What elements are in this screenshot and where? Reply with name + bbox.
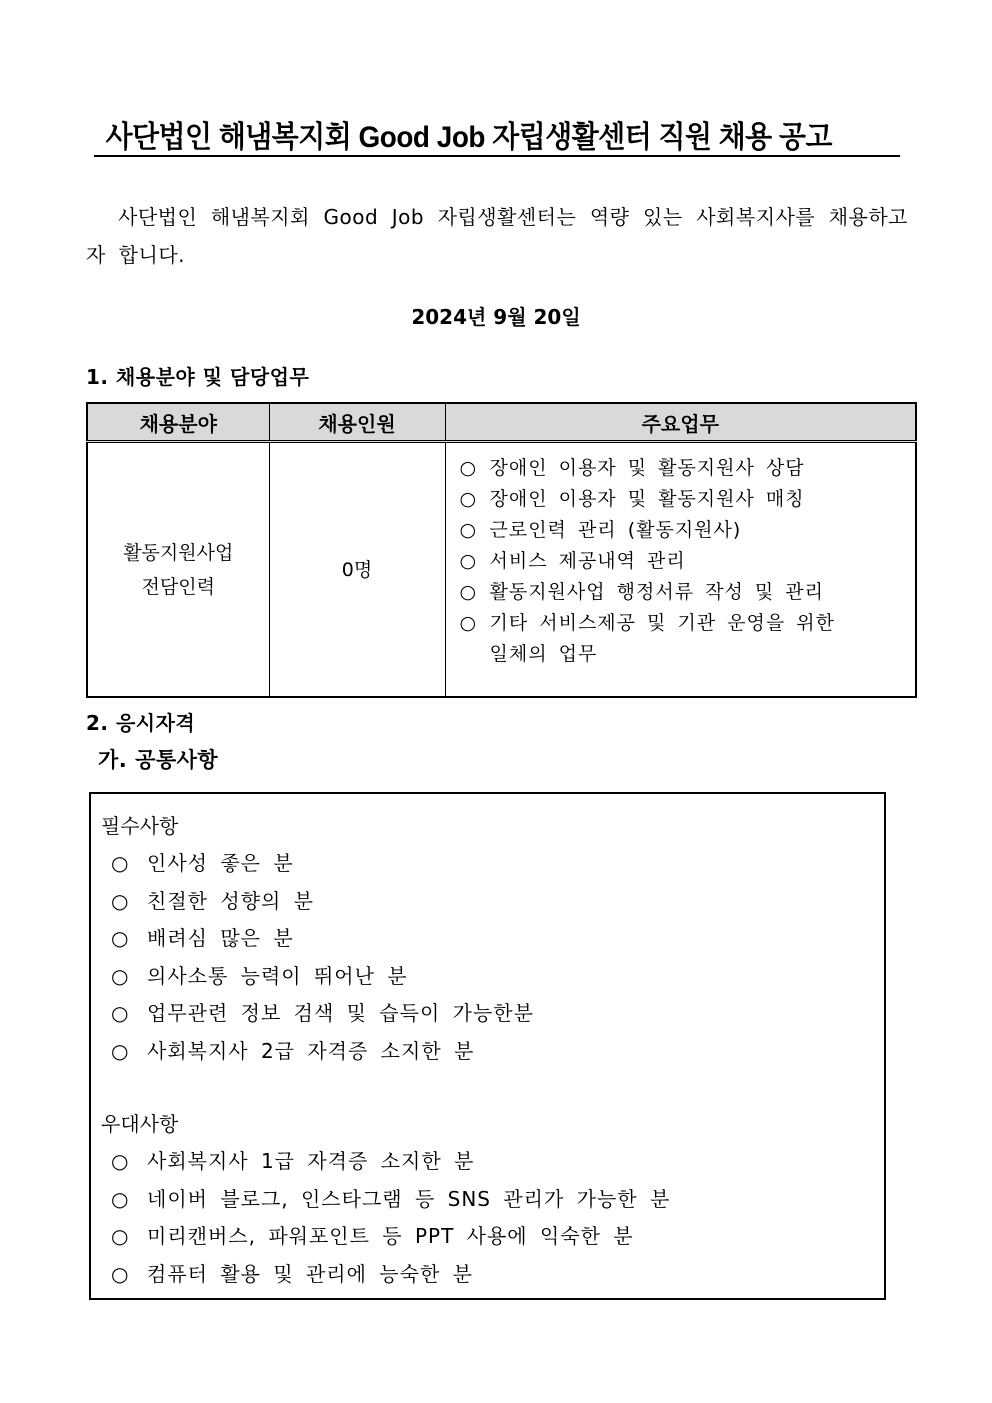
field-line-1: 활동지원사업 bbox=[123, 541, 234, 564]
circle-bullet-icon: ○ bbox=[111, 1149, 130, 1173]
table-header-row bbox=[87, 403, 916, 442]
duty-item: ○ 기타 서비스제공 및 기관 운영을 위한 bbox=[460, 608, 916, 639]
job-table bbox=[86, 402, 917, 698]
circle-bullet-icon: ○ bbox=[111, 888, 130, 913]
circle-bullet-icon: ○ bbox=[459, 457, 478, 479]
cell-duties bbox=[445, 442, 916, 698]
circle-bullet-icon: ○ bbox=[459, 612, 478, 634]
circle-bullet-icon: ○ bbox=[111, 1038, 130, 1063]
header-field: 채용분야 bbox=[87, 403, 269, 442]
preferred-item: ○ 네이버 블로그, 인스타그램 등 SNS 관리가 가능한 분 bbox=[101, 1181, 874, 1219]
document-title: 사단법인 해냄복지회 Good Job 자립생활센터 직원 채용 공고 bbox=[105, 121, 832, 154]
duty-item: ○ 장애인 이용자 및 활동지원사 매칭 bbox=[460, 484, 916, 515]
duty-item: ○ 서비스 제공내역 관리 bbox=[460, 546, 916, 577]
required-item: ○ 배려심 많은 분 bbox=[101, 920, 874, 958]
field-line-2: 전담인력 bbox=[141, 575, 215, 598]
circle-bullet-icon: ○ bbox=[111, 926, 130, 950]
duty-item: ○ 근로인력 관리 (활동지원사) bbox=[460, 515, 916, 546]
section-2a-subheading: 가. 공통사항 bbox=[98, 748, 219, 772]
circle-bullet-icon: ○ bbox=[459, 550, 478, 572]
intro-paragraph: 사단법인 해냄복지회 Good Job 자립생활센터는 역량 있는 사회복지사를 채용하고자 합니다. bbox=[86, 205, 908, 267]
required-item: ○ 친절한 성향의 분 bbox=[101, 883, 874, 921]
header-headcount: 채용인원 bbox=[269, 403, 445, 442]
announcement-date: 2024년 9월 20일 bbox=[411, 305, 581, 329]
required-item: ○ 사회복지사 2급 자격증 소지한 분 bbox=[101, 1033, 874, 1071]
circle-bullet-icon: ○ bbox=[111, 851, 130, 875]
duty-item: ○ 장애인 이용자 및 활동지원사 상담 bbox=[460, 453, 916, 484]
cell-field bbox=[87, 442, 269, 698]
preferred-title: 우대사항 bbox=[101, 1112, 179, 1136]
header-duties: 주요업무 bbox=[445, 403, 916, 442]
section-2-heading: 2. 응시자격 bbox=[86, 711, 196, 735]
duty-item: ○ 활동지원사업 행정서류 작성 및 관리 bbox=[460, 577, 916, 608]
circle-bullet-icon: ○ bbox=[111, 1224, 130, 1248]
circle-bullet-icon: ○ bbox=[111, 1001, 130, 1025]
required-item: ○ 업무관련 정보 검색 및 습득이 가능한분 bbox=[101, 995, 874, 1033]
circle-bullet-icon: ○ bbox=[459, 488, 478, 510]
required-title: 필수사항 bbox=[101, 814, 179, 838]
cell-headcount: 0명 bbox=[269, 442, 445, 698]
table-row bbox=[87, 442, 916, 698]
circle-bullet-icon: ○ bbox=[111, 1186, 130, 1211]
qualifications-box bbox=[89, 792, 886, 1300]
preferred-item: ○ 컴퓨터 활용 및 관리에 능숙한 분 bbox=[101, 1256, 874, 1294]
circle-bullet-icon: ○ bbox=[111, 1261, 130, 1286]
preferred-item: ○ 미리캔버스, 파워포인트 등 PPT 사용에 익숙한 분 bbox=[101, 1218, 874, 1256]
circle-bullet-icon: ○ bbox=[111, 963, 130, 988]
circle-bullet-icon: ○ bbox=[459, 519, 478, 541]
section-1-heading: 1. 채용분야 및 담당업무 bbox=[86, 365, 310, 389]
required-item: ○ 의사소통 능력이 뛰어난 분 bbox=[101, 958, 874, 996]
circle-bullet-icon: ○ bbox=[459, 581, 478, 603]
preferred-item: ○ 사회복지사 1급 자격증 소지한 분 bbox=[101, 1143, 874, 1181]
spacer bbox=[101, 1070, 874, 1106]
duty-continuation: 일체의 업무 bbox=[489, 643, 598, 665]
title-underline bbox=[94, 155, 900, 157]
required-item: ○ 인사성 좋은 분 bbox=[101, 845, 874, 883]
